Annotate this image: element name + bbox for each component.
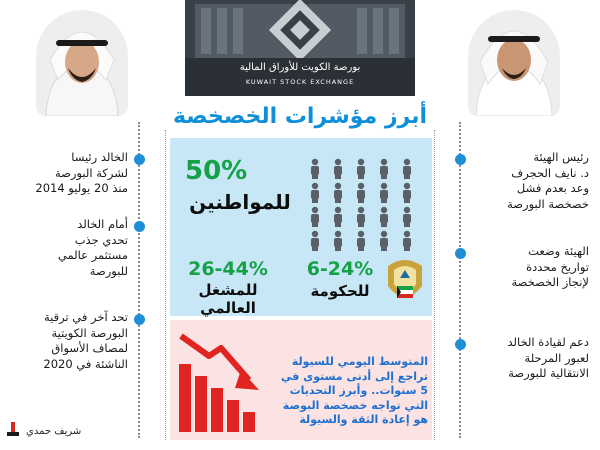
right-note-1-line3: وعد بعدم فشل	[516, 181, 589, 195]
left-note-1-line2: لشركة البورصة	[55, 165, 128, 180]
person-icon	[311, 183, 319, 203]
operator-label-line2: العالمي	[200, 299, 256, 317]
operator-share-label	[172, 281, 284, 317]
person-icon	[311, 207, 319, 227]
left-note-3-line3: لمصاف الأسواق	[51, 341, 128, 355]
person-icon	[311, 231, 319, 251]
right-note-2-line3: لإنجاز الخصخصة	[511, 275, 589, 289]
person-icon	[380, 207, 388, 227]
right-column	[435, 0, 600, 450]
left-note-2-line3: مستثمر عالمي	[57, 248, 128, 262]
right-note-1	[469, 150, 589, 212]
citizens-share-label: للمواطنين	[189, 190, 291, 214]
liquidity-line2: تراجع إلى أدنى مستوى في	[280, 369, 428, 383]
right-note-3-line2: لعبور المرحلة	[524, 350, 589, 365]
people-icons	[305, 153, 425, 253]
building-sign-english: KUWAIT STOCK EXCHANGE	[245, 78, 355, 86]
person-icon	[380, 159, 388, 179]
left-note-3-line4: الناشئة في 2020	[43, 356, 128, 371]
publication-logo-icon	[4, 420, 22, 438]
liquidity-line4: التي تواجه خصخصة البوصة	[282, 398, 428, 412]
credit-signature: شريف حمدي	[26, 426, 82, 437]
person-icon	[357, 207, 365, 227]
left-timeline	[138, 122, 148, 438]
right-note-3-line1: دعم لقيادة الخالد	[507, 335, 589, 349]
left-note-3	[24, 310, 128, 372]
operator-share-value: 26-44%	[188, 258, 268, 280]
person-icon	[334, 183, 342, 203]
liquidity-note	[262, 355, 428, 428]
right-note-2	[469, 244, 589, 291]
right-note-2-line2: تواريخ محددة	[526, 259, 589, 274]
kuwait-emblem-icon	[382, 256, 428, 312]
person-icon	[403, 183, 411, 203]
right-bullet-2	[455, 248, 466, 259]
person-icon	[380, 183, 388, 203]
building-sign-arabic: بورصة الكويت للأوراق المالية	[239, 62, 361, 73]
left-note-2-line1: أمام الخالد	[77, 217, 128, 231]
right-note-1-line4: خصخصة البورصة	[507, 196, 589, 211]
person-icon	[357, 183, 365, 203]
right-note-1-line1: رئيس الهيئة	[533, 150, 589, 164]
left-divider	[165, 130, 166, 440]
portrait-left	[36, 10, 128, 116]
person-icon	[403, 207, 411, 227]
left-note-2	[24, 217, 128, 279]
person-icon	[357, 159, 365, 179]
left-note-1	[24, 150, 128, 197]
left-note-1-line3: منذ 20 يوليو 2014	[35, 181, 128, 195]
right-bullet-1	[455, 154, 466, 165]
left-note-2-line2: تحدي جذب	[74, 232, 128, 247]
person-icon	[403, 231, 411, 251]
left-note-2-line4: للبورصة	[89, 263, 128, 278]
portrait-right	[468, 10, 560, 116]
person-icon	[334, 159, 342, 179]
right-note-3-line3: الانتقالية للبورصة	[508, 366, 589, 380]
infographic-title: أبرز مؤشرات الخصخصة	[172, 104, 428, 129]
person-icon	[380, 231, 388, 251]
liquidity-line5: هو إعادة الثقة والسيولة	[299, 413, 428, 426]
left-note-3-line1: تحد آخر في ترقية	[43, 310, 128, 324]
right-note-2-line1: الهيئة وضعت	[528, 244, 589, 258]
left-column	[0, 0, 165, 450]
liquidity-line3: 5 سنوات.. وأبرز التحديات	[289, 384, 428, 397]
operator-label-line1: للمشغل	[198, 281, 258, 299]
stock-exchange-photo	[185, 0, 415, 96]
right-bullet-3	[455, 339, 466, 350]
right-note-3	[469, 335, 589, 382]
decline-chart-icon	[175, 330, 265, 434]
person-icon	[334, 231, 342, 251]
left-note-3-line2: البورصة الكويتية	[51, 325, 128, 340]
left-bullet-2	[134, 221, 145, 232]
left-bullet-3	[134, 314, 145, 325]
right-timeline	[459, 122, 469, 438]
person-icon	[311, 159, 319, 179]
left-note-1-line1: الخالد رئيسا	[71, 150, 128, 164]
government-share-value: 6-24%	[306, 258, 374, 280]
left-bullet-1	[134, 154, 145, 165]
liquidity-line1: المتوسط اليومي للسيولة	[291, 355, 428, 368]
person-icon	[403, 159, 411, 179]
government-share-label: للحكومة	[310, 282, 370, 300]
person-icon	[334, 207, 342, 227]
person-icon	[357, 231, 365, 251]
citizens-share-value: 50%	[185, 156, 248, 186]
right-note-1-line2: د. نايف الحجرف	[511, 165, 589, 180]
